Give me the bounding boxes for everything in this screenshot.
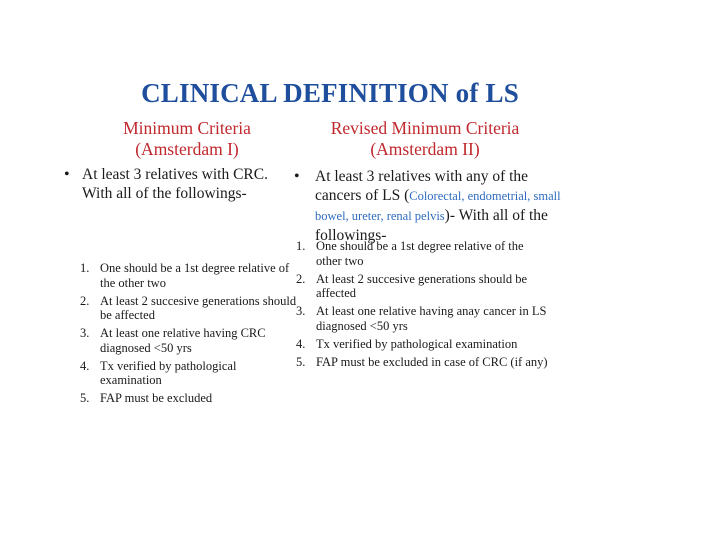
main-bullet bbox=[62, 165, 287, 203]
criteria-list bbox=[296, 239, 548, 373]
list-item bbox=[296, 304, 548, 333]
list-item bbox=[296, 337, 548, 352]
cancer-types-note: Colorectal, endometrial, small bowel, ureter, renal pelvis bbox=[315, 189, 561, 223]
list-item-text: At least one relative having anay cancer in LS diagnosed <50 yrs bbox=[316, 304, 547, 333]
list-item bbox=[80, 359, 300, 388]
column-heading-amsterdam-1 bbox=[62, 118, 312, 160]
list-item-number: 1. bbox=[296, 239, 306, 253]
heading-line-1: Minimum Criteria bbox=[123, 118, 251, 138]
list-item bbox=[296, 272, 548, 301]
list-item-text: At least 2 succesive generations should be affected bbox=[100, 293, 297, 322]
list-item-text: Tx verified by pathological examination bbox=[100, 358, 237, 387]
criteria-list bbox=[80, 261, 300, 409]
main-bullet bbox=[290, 167, 567, 245]
list-item-text: Tx verified by pathological examination bbox=[316, 336, 518, 351]
list-item-number: 3. bbox=[296, 304, 306, 318]
list-item bbox=[80, 391, 300, 406]
list-item-text: FAP must be excluded in case of CRC (if any) bbox=[316, 354, 548, 369]
list-item-text: At least one relative having CRC diagnosed <50 yrs bbox=[100, 326, 266, 355]
list-item-text: FAP must be excluded bbox=[100, 391, 213, 405]
main-bullet-text: At least 3 relatives with CRC. With all of the followings- bbox=[82, 166, 268, 202]
list-item-text: One should be a 1st degree relative of the other two bbox=[316, 239, 524, 268]
list-item bbox=[80, 326, 300, 355]
list-item-number: 2. bbox=[80, 293, 90, 308]
list-item bbox=[80, 294, 300, 323]
list-item bbox=[296, 355, 548, 370]
main-bullet-text-start: At least 3 relatives with any of the cancers of LS ( bbox=[315, 168, 529, 204]
list-item-number: 4. bbox=[80, 358, 90, 373]
column-amsterdam-2 bbox=[290, 118, 561, 369]
column-amsterdam-1 bbox=[62, 118, 298, 405]
heading-line-1: Revised Minimum Criteria bbox=[330, 118, 520, 138]
bullet-dot-icon: • bbox=[64, 166, 70, 183]
slide-title: CLINICAL DEFINITION of LS bbox=[141, 78, 519, 108]
list-item-number: 5. bbox=[296, 354, 306, 369]
bullet-dot-icon: • bbox=[294, 168, 300, 185]
heading-line-2: (Amsterdam I) bbox=[135, 139, 239, 159]
heading-line-2: (Amsterdam II) bbox=[370, 139, 480, 159]
list-item-number: 4. bbox=[296, 336, 306, 351]
list-item-number: 2. bbox=[296, 271, 306, 286]
list-item-text: At least 2 succesive generations should be affected bbox=[316, 271, 528, 300]
list-item bbox=[80, 261, 300, 290]
list-item-number: 1. bbox=[80, 261, 90, 275]
list-item-text: One should be a 1st degree relative of the other two bbox=[100, 261, 290, 290]
column-heading-amsterdam-2 bbox=[285, 118, 565, 160]
list-item bbox=[296, 239, 548, 268]
main-bullet-text-end: )- With all of the followings- bbox=[315, 207, 548, 244]
list-item-number: 3. bbox=[80, 326, 90, 340]
list-item-number: 5. bbox=[80, 391, 90, 405]
